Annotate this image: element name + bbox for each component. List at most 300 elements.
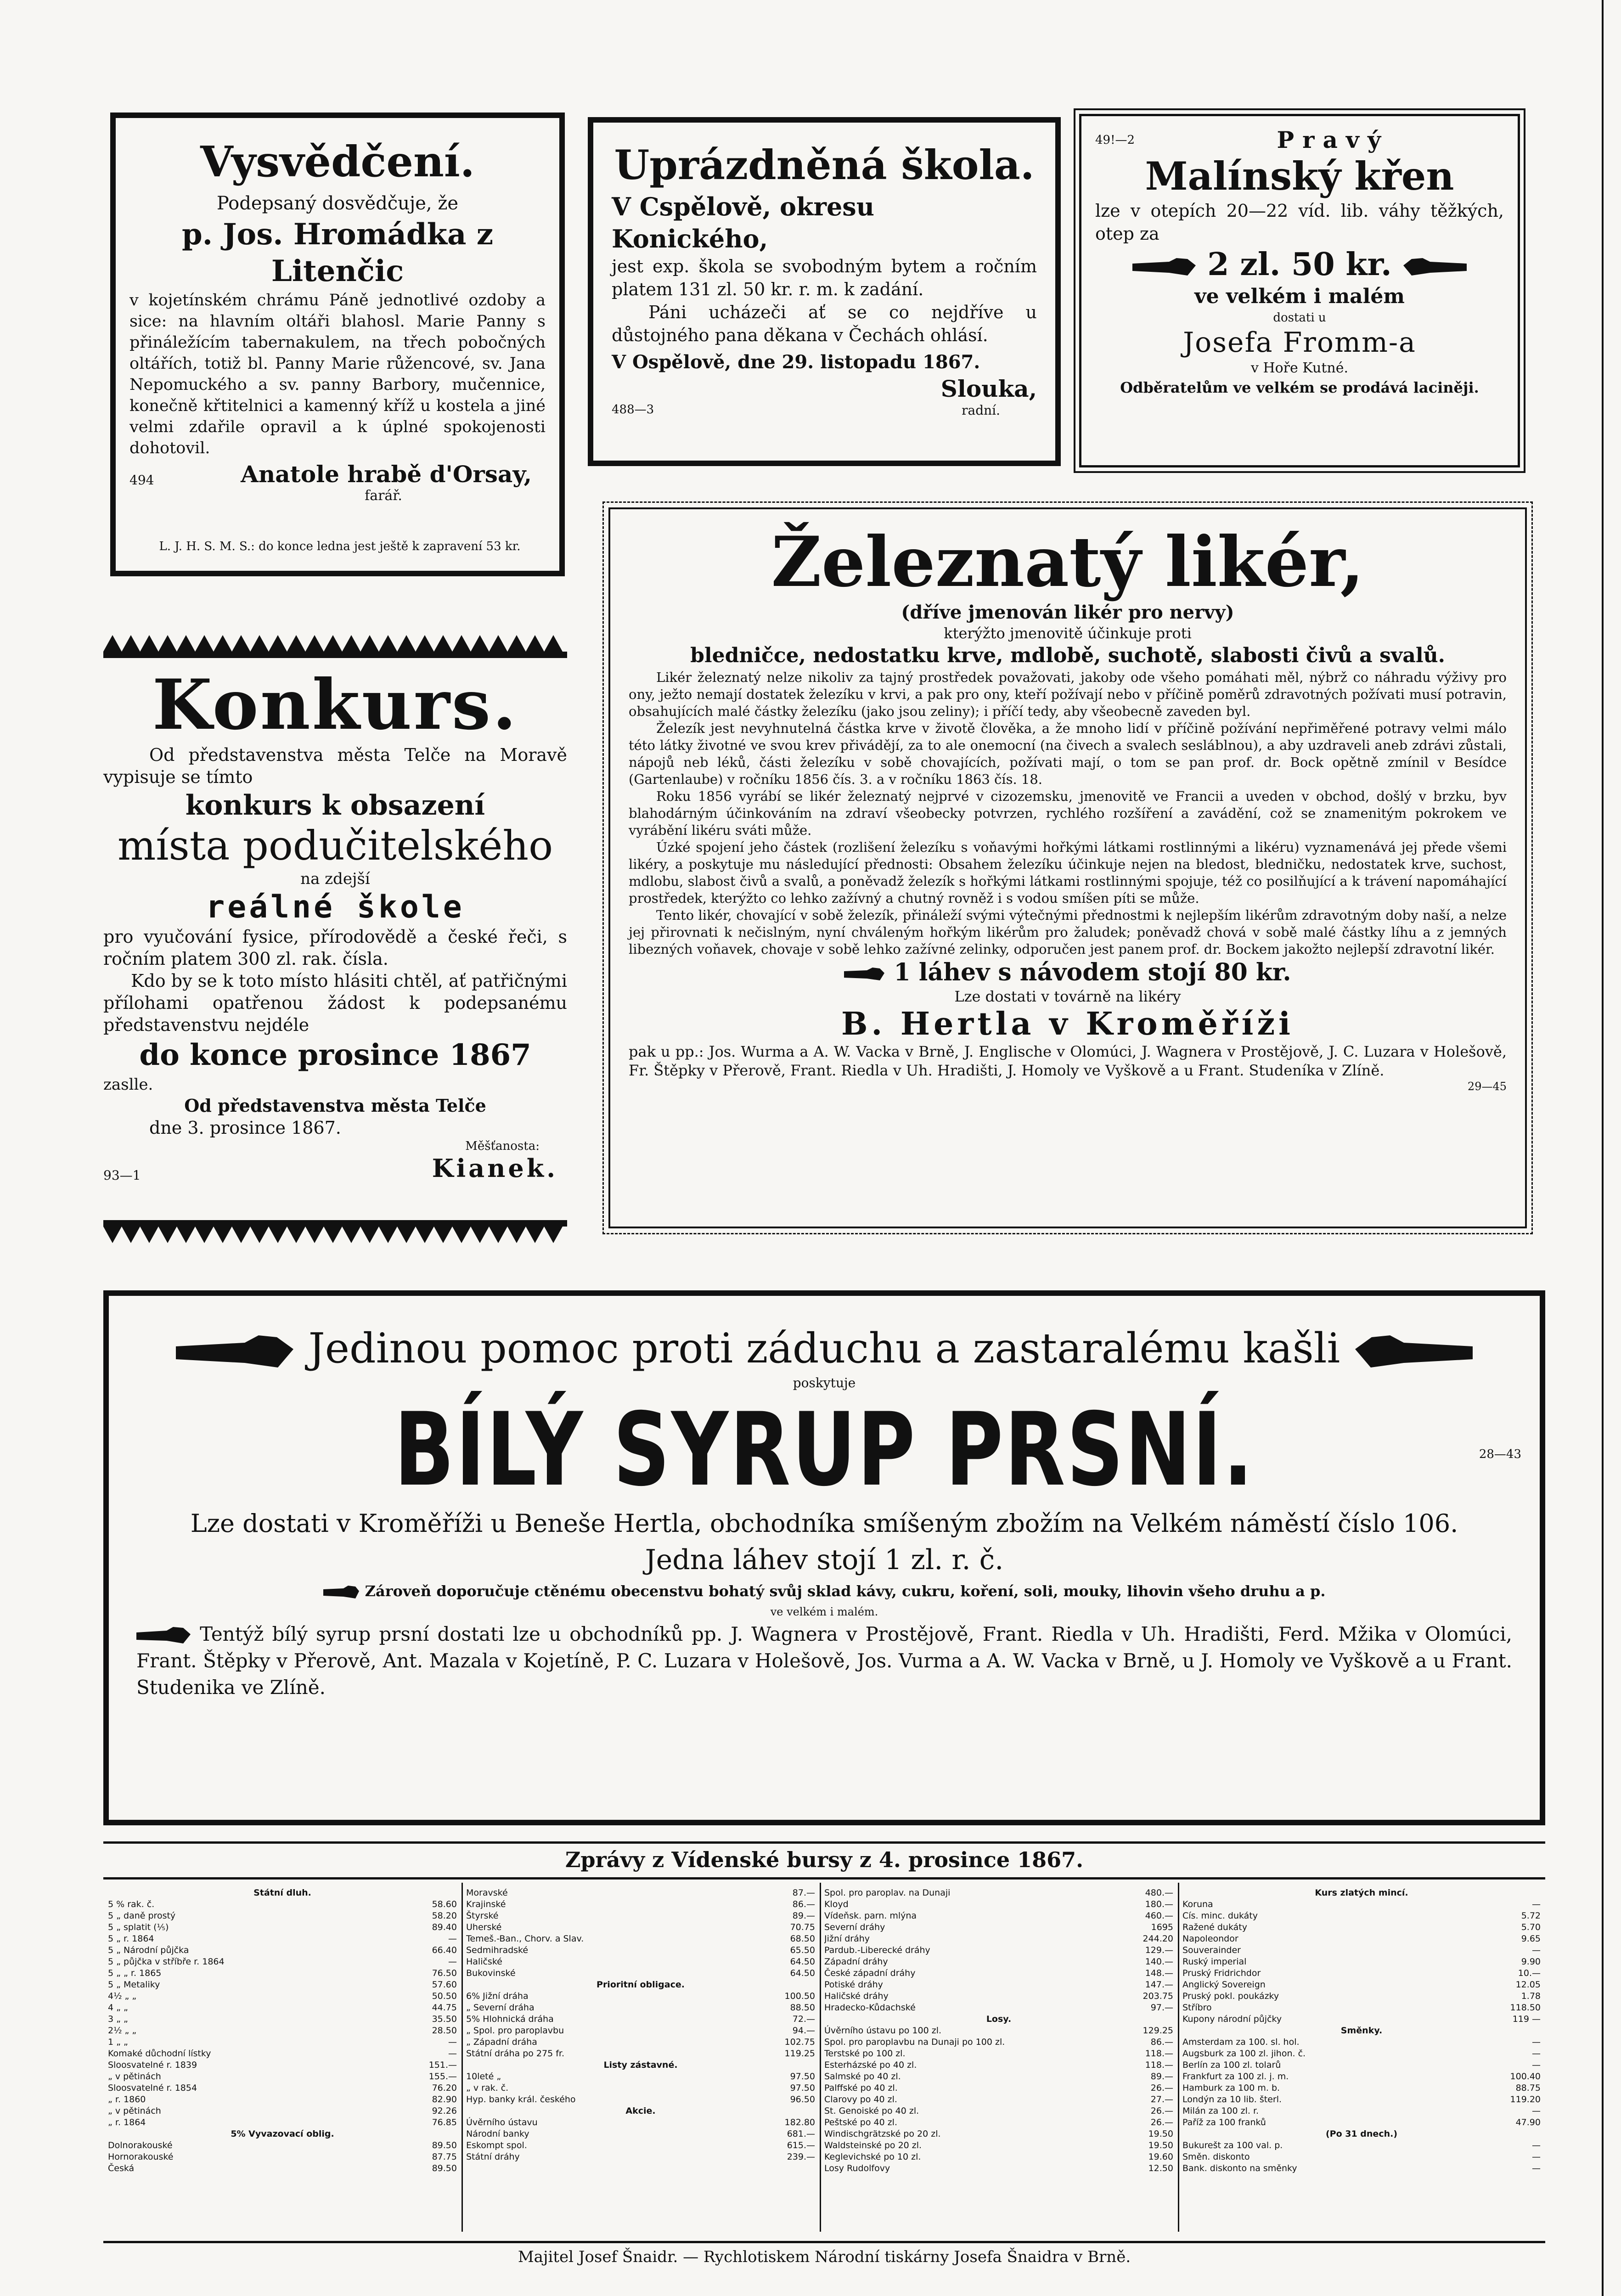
bursa-row-value: 57.60 — [432, 1980, 457, 1990]
bursa-row — [824, 2060, 1173, 2071]
bursa-row-value: 180.— — [1145, 1899, 1173, 1909]
bursa-row — [108, 1922, 457, 1933]
bursa-row — [1182, 2082, 1541, 2094]
bursa-row — [108, 2071, 457, 2082]
syrup-line6: ve velkém i malém. — [770, 1605, 878, 1618]
liquor-title: Železnatý likér, — [771, 522, 1364, 602]
bursa-row-value: 460.— — [1145, 1911, 1173, 1921]
bursa-row-label: Salmské po 40 zl. — [824, 2071, 901, 2082]
konkurs-line3: místa podučitelského — [117, 822, 553, 869]
bursa-row-value: 58.20 — [432, 1911, 457, 1921]
bursa-row — [466, 1899, 815, 1910]
bursa-row-value: 12.50 — [1148, 2163, 1173, 2173]
liquor-price — [629, 958, 1507, 987]
bursa-title: Zprávy z Vídenské bursy z 4. prosince 1867. — [565, 1847, 1084, 1872]
bursa-row — [466, 2117, 815, 2128]
konkurs-line8: dne 3. prosince 1867. — [149, 1118, 341, 1138]
syrup-line5-text: Zároveň doporučuje ctěnému obecenstvu bohatý svůj sklad kávy, cukru, koření, soli, mouky, lihovin všeho druhu a p. — [365, 1582, 1326, 1600]
bursa-row-label: Haličské — [466, 1957, 502, 1967]
bursa-row-value: 615.— — [787, 2140, 815, 2150]
bursa-row-value: 97.50 — [790, 2071, 815, 2082]
bursa-row — [108, 1910, 457, 1922]
liquor-ailments: bledničce, nedostatku krve, mdlobě, suchotě, slabosti čivů a svalů. — [690, 644, 1445, 667]
liquor-maker: B. Hertla v Kroměříži — [841, 1006, 1294, 1042]
liquor-price-value: 1 láhev s návodem stojí 80 kr. — [894, 958, 1291, 986]
bursa-row — [824, 1887, 1173, 1899]
bursa-row — [466, 1922, 815, 1933]
horseradish-price-value: 2 zl. 50 kr. — [1207, 246, 1392, 283]
bursa-row — [108, 2128, 457, 2140]
bursa-row-value: 87.75 — [432, 2152, 457, 2162]
bursa-row-label: Listy zástavné. — [603, 2060, 678, 2070]
bursa-row — [108, 1933, 457, 1945]
bursa-row-value: 88.50 — [790, 2003, 815, 2013]
bursa-row-value: — — [1532, 2163, 1541, 2173]
bursa-row-value: 82.90 — [432, 2094, 457, 2105]
bursa-row-value: 96.50 — [790, 2094, 815, 2105]
pointing-hand-icon — [323, 1586, 360, 1599]
bursa-row-value: 97.50 — [790, 2083, 815, 2093]
bursa-row-label: Bukovinské — [466, 1968, 516, 1978]
bursa-row — [1182, 1910, 1541, 1922]
bursa-row-value: 89.50 — [432, 2140, 457, 2150]
horseradish-number: 49!—2 — [1095, 133, 1135, 147]
bursa-row-label: Keglevichské po 10 zl. — [824, 2152, 921, 2162]
bursa-row-value: 100.50 — [784, 1991, 815, 2001]
bursa-row-label: 10leté „ — [466, 2071, 501, 2082]
bursa-row-value: 151.— — [428, 2060, 457, 2070]
bursa-row — [1182, 2071, 1541, 2082]
bursa-row-label: Losy. — [986, 2014, 1012, 2024]
bursa-row — [824, 1979, 1173, 1991]
liquor-number: 29—45 — [1467, 1080, 1507, 1093]
pointing-hand-icon — [1132, 257, 1197, 277]
konkurs-signer: Kianek. — [432, 1154, 558, 1183]
bursa-row-value: 72.— — [792, 2014, 815, 2024]
horseradish-place: v Hoře Kutné. — [1250, 360, 1349, 376]
bursa-row-label: Prioritní obligace. — [597, 1980, 685, 1990]
bursa-row-value: 27.— — [1150, 2094, 1173, 2105]
bursa-row-value: 47.90 — [1515, 2117, 1541, 2127]
bursa-row — [824, 1933, 1173, 1945]
rule-bottom — [103, 2241, 1545, 2243]
liquor-p4: Úzké spojení jeho částek (rozlišení železíku s voňavými hořkými látkami rostlinnými a likéru) vyznamenává jej přede všemi likéry, a poskytuje mu následující přednosti: Obsahem železíku účinkuje nejen na bledost, bledničku, nedostatek krve, suchost, mdlobu, slabost čivů a svalů, a poněvadž železík s hořkými látkami rostlinnými spojuje, též co posilňující a k trávení napomáhající prostředek, kterýžto co lehko zažívný a chutný rovněž i s vodou smíšen píti se může. — [629, 839, 1507, 906]
bursa-row — [466, 2140, 815, 2151]
bursa-row-label: 5% Vyvazovací oblig. — [231, 2129, 334, 2139]
bursa-row-label: Dolnorakouské — [108, 2140, 173, 2150]
bursa-row-value: — — [1532, 1945, 1541, 1955]
bursa-row-value: 58.60 — [432, 1899, 457, 1909]
bursa-row-value: 89.50 — [432, 2163, 457, 2173]
bursa-row — [466, 2048, 815, 2060]
bursa-row-label: Esterházské po 40 zl. — [824, 2060, 917, 2070]
bursa-row-value: 44.75 — [432, 2003, 457, 2013]
bursa-row-label: Spol. pro paroplav. na Dunaji — [824, 1888, 951, 1898]
school-signer: Slouka, — [940, 375, 1037, 402]
bursa-row-label: 5 „ daně prostý — [108, 1911, 176, 1921]
bursa-row — [108, 2048, 457, 2060]
bursa-row — [1182, 1899, 1541, 1910]
horseradish-seller: Josefa Fromm-a — [1183, 326, 1416, 359]
bursa-row — [824, 1991, 1173, 2002]
bursa-row-label: „ v pětinách — [108, 2106, 161, 2116]
bursa-row — [108, 2082, 457, 2094]
bursa-row — [1182, 2105, 1541, 2117]
bursa-row — [824, 1968, 1173, 1979]
pointing-hand-icon — [844, 967, 885, 982]
bursa-row-value: 64.50 — [790, 1968, 815, 1978]
syrup-line7 — [136, 1621, 1512, 1701]
bursa-row-label: Akcie. — [625, 2106, 656, 2116]
bursa-row — [466, 1945, 815, 1956]
bursa-column-coins — [1182, 1887, 1541, 2236]
bursa-row-label: Úvěrního ústavu po 100 zl. — [824, 2026, 942, 2036]
bursa-row — [108, 2025, 457, 2037]
bursa-row-value: 129.25 — [1143, 2026, 1173, 2036]
bursa-row — [108, 2002, 457, 2014]
bursa-row-label: Bank. diskonto na směnky — [1182, 2163, 1297, 2173]
bursa-row — [108, 2014, 457, 2025]
bursa-row-value: — — [1532, 2037, 1541, 2047]
syrup-line7-text: Tentýž bílý syrup prsní dostati lze u obchodníků pp. J. Wagnera v Prostějově, Frant. Riedla v Uh. Hradišti, Ferd. Mžika v Olomúci, Frant. Štěpky v Přerově, Ant. Mazala v Kojetíně, P. C. Luzara v Holešově, Jos. Vurma a A. W. Vacka v Brně, u J. Homoly ve Vyškově a u Frant. Studenika ve Zlíně. — [136, 1623, 1512, 1699]
bursa-row-label: 5 „ r. 1864 — [108, 1934, 154, 1944]
bursa-row — [108, 1991, 457, 2002]
bursa-row-label: Losy Rudolfovy — [824, 2163, 890, 2173]
bursa-row-label: Sloosvatelné r. 1839 — [108, 2060, 197, 2070]
bursa-row-label: 5 % rak. č. — [108, 1899, 155, 1909]
bursa-col1-head: Státní dluh. — [253, 1888, 311, 1898]
bursa-row-label: Napoleondor — [1182, 1934, 1238, 1944]
school-role: radní. — [962, 403, 1000, 418]
bursa-row-value: 1695 — [1151, 1922, 1173, 1932]
bursa-row-value: 19.60 — [1148, 2152, 1173, 2162]
bursa-row-value: 1.78 — [1521, 1991, 1541, 2001]
bursa-row — [466, 1933, 815, 1945]
bursa-row-value: — — [1532, 2048, 1541, 2059]
bursa-row-label: Česká — [108, 2163, 135, 2173]
bursa-row-label: „ Západní dráha — [466, 2037, 537, 2047]
school-vacancy-ad — [588, 117, 1061, 466]
bursa-row-value: — — [1532, 2106, 1541, 2116]
bursa-row-label: Sloosvatelné r. 1854 — [108, 2083, 197, 2093]
syrup-title: BÍLÝ SYRUP PRSNÍ. — [394, 1391, 1255, 1508]
bursa-row-label: 5 „ splatit (⅕) — [108, 1922, 169, 1932]
bursa-row-label: 1 „ „ — [108, 2037, 128, 2047]
syrup-line5 — [136, 1580, 1512, 1603]
konkurs-ad — [103, 666, 567, 1208]
bursa-row-value: 19.50 — [1148, 2140, 1173, 2150]
bursa-row — [466, 1956, 815, 1968]
pointing-hand-icon — [1353, 1334, 1473, 1370]
bursa-row — [466, 2105, 815, 2117]
bursa-row-label: Bukurešt za 100 val. p. — [1182, 2140, 1283, 2150]
bursa-row-label: Štyrské — [466, 1911, 499, 1921]
bursa-row-label: Státní dráhy — [466, 2152, 520, 2162]
bursa-row-value: 203.75 — [1143, 1991, 1173, 2001]
bursa-row-label: 5 „ „ r. 1865 — [108, 1968, 162, 1978]
bursa-row-value: 182.80 — [784, 2117, 815, 2127]
bursa-row-label: Moravské — [466, 1888, 508, 1898]
bursa-row-label: Západní dráhy — [824, 1957, 888, 1967]
konkurs-body: pro vyučování fysice, přírodovědě a české řeči, s ročním platem 300 zl. rak. čísla. — [103, 927, 567, 969]
bursa-row — [1182, 2151, 1541, 2163]
bursa-row-value: 148.— — [1145, 1968, 1173, 1978]
bursa-row-label: Ruský imperial — [1182, 1957, 1247, 1967]
school-number: 488—3 — [612, 403, 654, 416]
horseradish-body: lze v otepích 20—22 víd. lib. váhy těžkých, otep za — [1095, 201, 1504, 244]
konkurs-line6: zaslle. — [103, 1075, 153, 1094]
school-body-1: jest exp. škola se svobodným bytem a ročním platem 131 zl. 50 kr. r. m. k zadání. — [612, 256, 1037, 299]
bursa-row-value: — — [1532, 2152, 1541, 2162]
bursa-row-label: Uherské — [466, 1922, 502, 1932]
bursa-row-label: Spol. pro paroplavbu na Dunaji po 100 zl. — [824, 2037, 1005, 2047]
bursa-row — [824, 2025, 1173, 2037]
bursa-row-label: Pruský pokl. poukázky — [1182, 1991, 1279, 2001]
bursa-row — [466, 2025, 815, 2037]
konkurs-line4: na zdejší — [300, 870, 370, 888]
syrup-number: 28—43 — [1479, 1447, 1521, 1461]
bursa-row-label: 5 „ půjčka v stříbře r. 1864 — [108, 1957, 225, 1967]
pointing-hand-icon — [1402, 257, 1467, 277]
bursa-row-value: 26.— — [1150, 2117, 1173, 2127]
bursa-row — [824, 2094, 1173, 2105]
bursa-row — [824, 1956, 1173, 1968]
bursa-row-value: 19.50 — [1148, 2129, 1173, 2139]
horseradish-pre: Pravý — [1277, 126, 1389, 153]
bursa-row-label: 5% Hlohnická dráha — [466, 2014, 554, 2024]
bursa-row — [108, 1899, 457, 1910]
konkurs-role: Měšťanosta: — [465, 1139, 540, 1153]
bursa-row-label: Kupony národní půjčky — [1182, 2014, 1282, 2024]
bursa-row-value: 89.— — [792, 1911, 815, 1921]
bursa-row-label: Clarovy po 40 zl. — [824, 2094, 897, 2105]
bursa-row-value: 50.50 — [432, 1991, 457, 2001]
bursa-row-label: Haličské dráhy — [824, 1991, 889, 2001]
school-head: V Cspělově, okresu Konického, — [612, 192, 874, 253]
bursa-row-value: 155.— — [428, 2071, 457, 2082]
bursa-row-value: — — [448, 1934, 457, 1944]
bursa-row-value: 89.— — [1150, 2071, 1173, 2082]
testimonial-signer: Anatole hrabě d'Orsay, — [241, 461, 532, 488]
horseradish-line2: ve velkém i malém — [1194, 285, 1405, 308]
liquor-p3: Roku 1856 vyrábí se likér železnatý nejprvé v cizozemsku, jmenovitě ve Francii a uveden v obchod, došlý v brzku, byv blahodárným účinkováním na zdraví všeobecky potvrzen, rychlého rozšíření a zavádění, což se znamenitým pokrokem ve vyrábění likéru sváti může. — [629, 788, 1507, 838]
bursa-row-value: 119.25 — [784, 2048, 815, 2059]
bursa-row — [1182, 2025, 1541, 2037]
bursa-row — [466, 2128, 815, 2140]
bursa-row — [466, 1887, 815, 1899]
bursa-row — [824, 2163, 1173, 2174]
bursa-row-label: Kloyd — [824, 1899, 849, 1909]
bursa-row-label: Cís. minc. dukáty — [1182, 1911, 1258, 1921]
testimonial-title: Vysvědčení. — [200, 137, 475, 186]
bursa-row-value: 5.72 — [1521, 1911, 1541, 1921]
bursa-row — [824, 2002, 1173, 2014]
bursa-row — [108, 2105, 457, 2117]
syrup-ad — [103, 1290, 1545, 1825]
bursa-row-value: — — [448, 1957, 457, 1967]
bursa-row — [466, 2060, 815, 2071]
bursa-column-state-debt — [108, 1887, 457, 2236]
bursa-row — [108, 1945, 457, 1956]
bursa-row — [108, 2117, 457, 2128]
bursa-row — [824, 2037, 1173, 2048]
bursa-row-value: 70.75 — [790, 1922, 815, 1932]
bursa-row-value: 92.26 — [432, 2106, 457, 2116]
bursa-row-value: — — [1532, 2060, 1541, 2070]
bursa-row-value: 9.65 — [1521, 1934, 1541, 1944]
bursa-row — [1182, 1933, 1541, 1945]
bursa-row-label: Terstské po 100 zl. — [824, 2048, 906, 2059]
bursa-row — [466, 1979, 815, 1991]
rule-mid — [103, 1877, 1545, 1880]
bursa-row — [466, 2151, 815, 2163]
bursa-row — [108, 1979, 457, 1991]
bursa-row-label: (Po 31 dnech.) — [1325, 2129, 1398, 2139]
ornament-border-bottom — [103, 1219, 567, 1247]
bursa-row — [1182, 2163, 1541, 2174]
liquor-sub2: kterýžto jmenovitě účinkuje proti — [944, 625, 1192, 642]
bursa-row-label: 6% Jižní dráha — [466, 1991, 529, 2001]
bursa-row-label: Frankfurt za 100 zl. j. m. — [1182, 2071, 1289, 2082]
pointing-hand-icon — [136, 1627, 191, 1644]
konkurs-deadline: do konce prosince 1867 — [139, 1038, 531, 1072]
bursa-column-bonds — [466, 1887, 815, 2236]
bursa-row-label: 4½ „ „ — [108, 1991, 137, 2001]
bursa-row-label: Hornorakouské — [108, 2152, 174, 2162]
bursa-row — [824, 2048, 1173, 2060]
konkurs-line7: Od představenstva města Telče — [184, 1095, 486, 1116]
bursa-row-value: 26.— — [1150, 2106, 1173, 2116]
bursa-row-value: 100.40 — [1510, 2071, 1541, 2082]
school-title: Uprázdněná škola. — [614, 141, 1035, 189]
syrup-line4: Jedna láhev stojí 1 zl. r. č. — [645, 1544, 1004, 1576]
liquor-ad — [608, 507, 1527, 1228]
bursa-row-label: Koruna — [1182, 1899, 1213, 1909]
bursa-row-label: Paříž za 100 franků — [1182, 2117, 1266, 2127]
column-divider — [1178, 1883, 1179, 2232]
bursa-row-label: „ v pětinách — [108, 2071, 161, 2082]
bursa-row-label: Státní dráha po 275 fr. — [466, 2048, 565, 2059]
bursa-row-value: 76.20 — [432, 2083, 457, 2093]
bursa-row — [466, 1910, 815, 1922]
bursa-row-label: Stříbro — [1182, 2003, 1212, 2013]
bursa-row-value: 86.— — [1150, 2037, 1173, 2047]
bursa-row-value: 244.20 — [1143, 1934, 1173, 1944]
bursa-row — [824, 1945, 1173, 1956]
konkurs-number: 93—1 — [103, 1168, 141, 1183]
bursa-row-label: Londýn za 10 lib. šterl. — [1182, 2094, 1282, 2105]
testimonial-note: L. J. H. S. M. S.: do konce ledna jest ještě k zapravení 53 kr. — [159, 540, 521, 553]
bursa-row-label: Směn. diskonto — [1182, 2152, 1250, 2162]
konkurs-line1: Od představenstva města Telče na Moravě vypisuje se tímto — [103, 745, 567, 787]
pointing-hand-icon — [176, 1334, 295, 1370]
horseradish-note: Odběratelům ve velkém se prodává laciněji. — [1120, 379, 1479, 396]
liquor-dealers: pak u pp.: Jos. Wurma a A. W. Vacka v Brně, J. Englische v Olomúci, J. Wagnera v Prostějově, J. C. Luzara v Holešově, Fr. Štěpky v Přerově, Frant. Riedla v Uh. Hradišti, J. Homoly ve Vyškově a u Frant. Studeníka v Zlíně. — [629, 1043, 1507, 1079]
bursa-row-label: Pruský Fridrichdor — [1182, 1968, 1261, 1978]
bursa-row-value: — — [1532, 1899, 1541, 1909]
bursa-row — [1182, 1945, 1541, 1956]
liquor-line1: Lze dostati v továrně na likéry — [954, 988, 1181, 1005]
bursa-row-label: „ r. 1864 — [108, 2117, 146, 2127]
bursa-row — [824, 2082, 1173, 2094]
bursa-row-label: Palffské po 40 zl. — [824, 2083, 898, 2093]
bursa-row-value: 97.— — [1150, 2003, 1173, 2013]
bursa-row-value: 26.— — [1150, 2083, 1173, 2093]
bursa-row-value: — — [448, 2037, 457, 2047]
bursa-row-value: 94.— — [792, 2026, 815, 2036]
bursa-row — [824, 2140, 1173, 2151]
bursa-row — [1182, 1991, 1541, 2002]
bursa-row-label: Směnky. — [1340, 2026, 1383, 2036]
liquor-p1: Likér železnatý nelze nikoliv za tajný prostředek považovati, jakoby ode všeho pomáhati měl, nýbrž co náhradu výživy pro ony, ježto nemají dostatek železíku v krvi, a pak pro ony, kteří požívají nebo v příčině poměrů zdravotných požívati musí potravin, obsahujících malé částky železíku (jako jsou zeliny); i příčí tedy, aby všeobecně zaveden byl. — [629, 670, 1507, 719]
bursa-row-label: „ Severní dráha — [466, 2003, 535, 2013]
testimonial-number: 494 — [129, 473, 154, 488]
bursa-row-value: 5.70 — [1521, 1922, 1541, 1932]
horseradish-title: Malínský křen — [1145, 153, 1454, 199]
bursa-row — [108, 1956, 457, 1968]
bursa-row — [824, 2117, 1173, 2128]
bursa-row-label: České západní dráhy — [824, 1968, 916, 1978]
horseradish-ad — [1079, 114, 1520, 467]
bursa-row-value: 88.75 — [1515, 2083, 1541, 2093]
bursa-row-value: 102.75 — [784, 2037, 815, 2047]
bursa-row-label: Amsterdam za 100. sl. hol. — [1182, 2037, 1300, 2047]
bursa-row-value: 119.20 — [1510, 2094, 1541, 2105]
liquor-p5: Tento likér, chovající v sobě železík, přináleží svými výtečnými přednostmi k nejlepším likérům zdravotným doby naší, a nelze jej přirovnati k nečislným, nyní chváleným hořkým likérům pro žaludek; poněvadž chová v sobě malé částky líhu a z jemných libezných voňavek, chovaje v sobě lehko zažívné zelinky, odporučen jest panem prof. dr. Bockem jakožto nejlepší zdravotní likér. — [629, 907, 1507, 957]
bursa-row-label: Krajinské — [466, 1899, 506, 1909]
bursa-row-label: Waldsteinské po 20 zl. — [824, 2140, 922, 2150]
bursa-row — [466, 2094, 815, 2105]
bursa-row — [1182, 1979, 1541, 1991]
bursa-row — [1182, 2048, 1541, 2060]
bursa-row-value: 10.— — [1518, 1968, 1541, 1978]
bursa-row — [466, 2002, 815, 2014]
bursa-row-value: 28.50 — [432, 2026, 457, 2036]
bursa-row-value: 68.50 — [790, 1934, 815, 1944]
bursa-row-value: — — [1532, 2140, 1541, 2150]
bursa-row-label: Národní banky — [466, 2129, 529, 2139]
bursa-row-value: 76.50 — [432, 1968, 457, 1978]
bursa-row-value: 89.40 — [432, 1922, 457, 1932]
bursa-row-label: Sedmihradské — [466, 1945, 529, 1955]
bursa-row — [108, 1968, 457, 1979]
bursa-row-value: 64.50 — [790, 1957, 815, 1967]
bursa-row — [1182, 1956, 1541, 1968]
bursa-row — [108, 2094, 457, 2105]
bursa-row-value: 681.— — [787, 2129, 815, 2139]
konkurs-title: Konkurs. — [152, 664, 518, 745]
syrup-line2: poskytuje — [793, 1375, 856, 1390]
bursa-row-label: 2½ „ „ — [108, 2026, 137, 2036]
horseradish-line3: dostati u — [1273, 311, 1326, 325]
bursa-row-label: 5 „ Metaliky — [108, 1980, 160, 1990]
bursa-row — [1182, 2014, 1541, 2025]
bursa-row-label: Hamburk za 100 m. b. — [1182, 2083, 1280, 2093]
bursa-row-label: Augsburk za 100 zl. jihon. č. — [1182, 2048, 1306, 2059]
bursa-row — [466, 2014, 815, 2025]
bursa-row-label: Eskompt spol. — [466, 2140, 527, 2150]
bursa-row-label: Peštské po 40 zl. — [824, 2117, 898, 2127]
syrup-line3: Lze dostati v Kroměříži u Beneše Hertla, obchodníka smíšeným zbožím na Velkém náměstí číslo 106. — [190, 1509, 1458, 1538]
bursa-row-label: Úvěrního ústavu — [466, 2117, 538, 2127]
bursa-row — [466, 2037, 815, 2048]
bursa-row-label: Ražené dukáty — [1182, 1922, 1247, 1932]
bursa-row — [108, 2163, 457, 2174]
bursa-row-label: Potiské dráhy — [824, 1980, 883, 1990]
ornament-border-top — [103, 631, 567, 659]
bursa-row-value: 9.90 — [1521, 1957, 1541, 1967]
bursa-row — [1182, 1968, 1541, 1979]
